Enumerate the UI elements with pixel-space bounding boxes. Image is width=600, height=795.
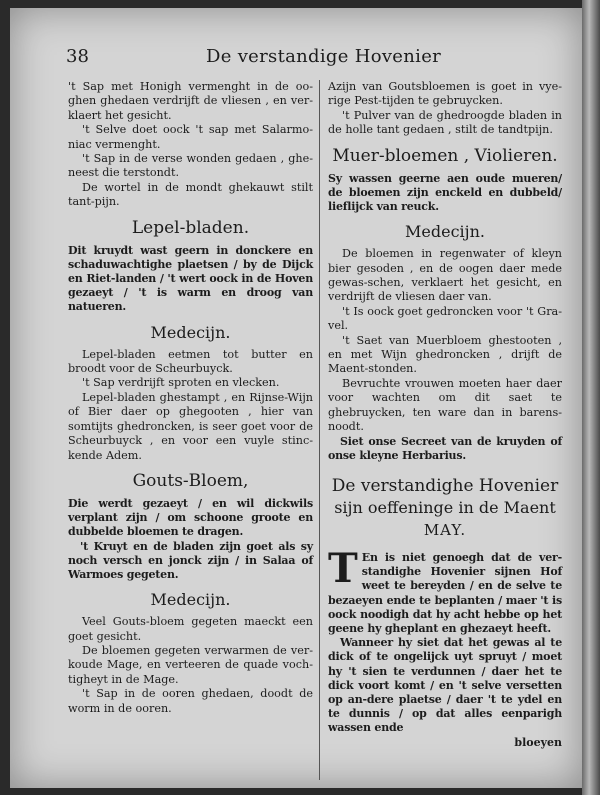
paragraph: Azijn van Goutsbloemen is goet in vye-rige Pest-tijden te gebruycken. <box>328 80 562 108</box>
section-heading-gouts: Gouts-Bloem, <box>132 470 249 491</box>
paragraph: Veel Gouts-bloem gegeten maeckt een goet gesicht. <box>68 615 313 643</box>
paragraph: Lepel-bladen eetmen tot butter en broodt voor de Scheurbuyck. <box>68 347 313 376</box>
blackletter-paragraph: Siet onse Secreet van de kruyden of onse kleyne Herbarius. <box>328 434 562 462</box>
chapter-title-line2: sijn oeffeninge in de Maent <box>334 497 556 517</box>
blackletter-paragraph: 't Kruyt en de bladen zijn goet als sy noch versch en jonck zijn / in Salaa of Warmoes gegeten. <box>68 539 313 581</box>
chapter-title <box>328 475 562 541</box>
blackletter-paragraph: Dit kruydt wast geern in donckere en schaduwachtighe plaetsen / by de Dijck en Riet-landen / 't wert oock in de Hoven gezaeyt / 't is warm en droog van natueren. <box>68 243 313 314</box>
section-heading-medecijn: Medecijn. <box>150 322 231 342</box>
catchword: bloeyen <box>514 735 562 749</box>
paragraph: 't Sap in de verse wonden gedaen , ghe-neest die terstondt. <box>68 152 313 180</box>
paragraph: Lepel-bladen ghestampt , en Rijnse-Wijn of Bier daer op ghegooten , hier van somtijts ghedroncken, is seer goet voor de Scheurbuyck , en voor een vuyle stinc-kende Adem. <box>68 390 313 462</box>
paragraph: 't Pulver van de ghedroogde bladen in de holle tant gedaen , stilt de tandtpijn. <box>328 108 562 137</box>
chapter-title-line1: De verstandighe Hovenier <box>331 475 559 496</box>
paragraph: 't Is oock goet gedroncken voor 't Gra-vel. <box>328 304 562 333</box>
running-title: De verstandige Hovenier <box>206 46 442 67</box>
paragraph: De bloemen in regenwater of kleyn bier gesoden , en de oogen daer mede gewas-schen, verklaert het gesicht, en verdrijft de vliesen daer van. <box>328 247 562 304</box>
chapter-title-line3: MAY. <box>423 520 467 539</box>
right-column <box>328 80 562 750</box>
paragraph: De bloemen gegeten verwarmen de ver-koude Mage, en verteeren de quade voch-tigheyt in de Mage. <box>68 643 313 686</box>
left-column <box>68 80 313 716</box>
paragraph: Bevruchte vrouwen moeten haer daer voor wachten om dit saet te ghebruycken, ten ware dan in barens-noodt. <box>328 376 562 434</box>
section-heading-medecijn: Medecijn. <box>405 222 485 242</box>
blackletter-paragraph: Sy wassen geerne aen oude mueren/ de bloemen zijn enckeld en dubbeld/ lieflijck van reuck. <box>328 171 562 214</box>
paragraph: De wortel in de mondt ghekauwt stilt tant-pijn. <box>68 180 313 209</box>
book-edge <box>582 0 600 795</box>
column-divider <box>319 80 320 780</box>
blackletter-paragraph: Die werdt gezaeyt / en wil dickwils verplant zijn / om schoone groote en dubbelde bloemen te dragen. <box>68 496 313 539</box>
paragraph: 't Sap verdrijft sproten en vlecken. <box>82 376 280 390</box>
paragraph: 't Saet van Muerbloem ghestooten , en met Wijn ghedroncken , drijft de Maent-stonden. <box>328 333 562 376</box>
section-heading-medecijn: Medecijn. <box>150 590 231 610</box>
paragraph: 't Sap in de ooren ghedaen, doodt de worm in de ooren. <box>68 687 313 715</box>
page-header <box>66 46 566 72</box>
chapter-body <box>328 544 562 750</box>
blackletter-paragraph: Wanneer hy siet dat het gewas al te dick of te ongelijck uyt spruyt / moet hy 't sien te verdunnen / daer het te dick voort komt / en 't selve versetten op an-dere plaetse / daer 't te ydel en te dunnis / op dat alles eenparigh wassen ende <box>328 636 562 735</box>
section-heading-muer: Muer-bloemen , Violieren. <box>332 145 558 166</box>
page-number: 38 <box>66 46 89 67</box>
paragraph: 't Selve doet oock 't sap met Salarmo-niac vermenght. <box>68 123 313 151</box>
blackletter-paragraph: En is niet genoegh dat de ver-standighe Hovenier sijnen Hof weet te bereyden / en de selve te bezaeyen ende te beplanten / maer 't is oock noodigh dat hy acht hebbe op het geene hy gheplant en ghezaeyt heeft. <box>328 550 562 635</box>
paragraph: 't Sap met Honigh vermenght in de oo-ghen ghedaen verdrijft de vliesen , en ver-klaert het gesicht. <box>68 80 313 122</box>
drop-cap: T <box>328 544 358 592</box>
section-heading-lepel: Lepel-bladen. <box>131 217 250 238</box>
